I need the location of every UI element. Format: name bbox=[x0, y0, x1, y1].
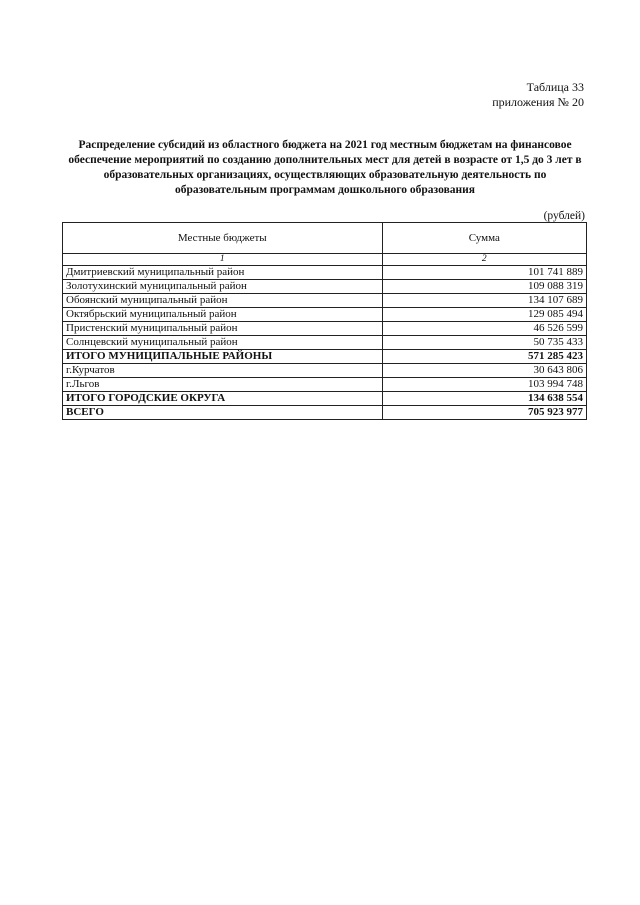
grand-total-row bbox=[63, 406, 587, 420]
table-row bbox=[63, 308, 587, 322]
table-row bbox=[63, 266, 587, 280]
budget-sum: 134 638 554 bbox=[382, 392, 586, 406]
column-index-1: 1 bbox=[63, 254, 383, 266]
budget-name: Дмитриевский муниципальный район bbox=[63, 266, 383, 280]
table-number: Таблица 33 bbox=[526, 80, 584, 94]
budget-sum: 109 088 319 bbox=[382, 280, 586, 294]
table-row bbox=[63, 364, 587, 378]
table-row bbox=[63, 378, 587, 392]
column-index-row bbox=[63, 254, 587, 266]
budget-sum: 46 526 599 bbox=[382, 322, 586, 336]
subsidy-table bbox=[62, 222, 587, 420]
budget-name: Пристенский муниципальный район bbox=[63, 322, 383, 336]
document-title: Распределение субсидий из областного бюджета на 2021 год местным бюджетам на финансовое обеспечение мероприятий по созданию дополнительных мест для детей в возрасте от 1,5 до 3 лет в образовательных организациях, осуществляющих образовательную деятельность по образовательным программам дошкольного образования bbox=[68, 139, 582, 196]
budget-name: Октябрьский муниципальный район bbox=[63, 308, 383, 322]
budget-name: Солнцевский муниципальный район bbox=[63, 336, 383, 350]
table-row bbox=[63, 294, 587, 308]
column-index-2: 2 bbox=[382, 254, 586, 266]
budget-name: ИТОГО ГОРОДСКИЕ ОКРУГА bbox=[63, 392, 383, 406]
table-reference bbox=[492, 80, 584, 110]
units-label: (рублей) bbox=[543, 210, 585, 222]
table-row bbox=[63, 336, 587, 350]
subtotal-row-municipal-districts bbox=[63, 350, 587, 364]
budget-sum: 571 285 423 bbox=[382, 350, 586, 364]
budget-sum: 129 085 494 bbox=[382, 308, 586, 322]
budget-name: Обоянский муниципальный район bbox=[63, 294, 383, 308]
budget-name: ИТОГО МУНИЦИПАЛЬНЫЕ РАЙОНЫ bbox=[63, 350, 383, 364]
budget-name: г.Курчатов bbox=[63, 364, 383, 378]
budget-sum: 134 107 689 bbox=[382, 294, 586, 308]
budget-sum: 50 735 433 bbox=[382, 336, 586, 350]
budget-sum: 30 643 806 bbox=[382, 364, 586, 378]
budget-sum: 103 994 748 bbox=[382, 378, 586, 392]
column-header-budgets: Местные бюджеты bbox=[63, 223, 383, 254]
column-header-sum: Сумма bbox=[382, 223, 586, 254]
budget-sum: 705 923 977 bbox=[382, 406, 586, 420]
budget-name: ВСЕГО bbox=[63, 406, 383, 420]
table-row bbox=[63, 280, 587, 294]
budget-sum: 101 741 889 bbox=[382, 266, 586, 280]
subtotal-row-city-districts bbox=[63, 392, 587, 406]
budget-name: Золотухинский муниципальный район bbox=[63, 280, 383, 294]
appendix-number: приложения № 20 bbox=[492, 95, 584, 109]
table-header-row bbox=[63, 223, 587, 254]
table-row bbox=[63, 322, 587, 336]
budget-name: г.Льгов bbox=[63, 378, 383, 392]
